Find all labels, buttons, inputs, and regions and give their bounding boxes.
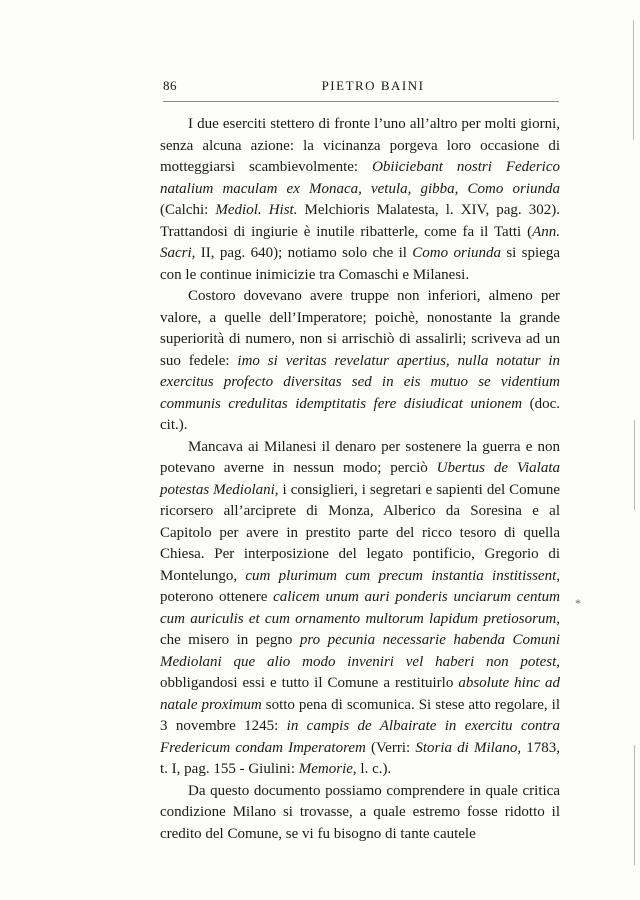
text-run: l. c.).	[356, 761, 392, 777]
text-run: i consiglieri, i segretari e sapienti del Comune ricorsero all’arciprete di Monza, Alberico da Soresina e al Capitolo per avere in prestito parte del ricco tesoro di quella Chiesa. Per interposizione del legato pontificio, Gregorio di Montelungo,	[160, 481, 560, 584]
text-run: II, pag. 640); notiamo solo che il	[195, 245, 413, 261]
text-run: (doc. cit.).	[160, 395, 560, 433]
paragraph	[160, 286, 560, 437]
header-rule	[163, 101, 559, 102]
italic-text: Storia di Milano,	[415, 739, 522, 756]
page-header	[163, 78, 563, 100]
edge-line	[634, 420, 635, 510]
italic-text: imo si veritas revelatur apertius, nulla notatur in exercitus profecto diversitas sed in eis mutuo se videntium communis credulitas idemptitatis fere disiudicat unionem	[160, 352, 560, 412]
italic-text: absolute hinc ad natale proximum	[160, 675, 560, 713]
text-run: Melchioris Malatesta, l. XIV, pag. 302). Trattandosi di ingiurie è inutile ribatterle, come fa il Tatti (	[160, 202, 560, 240]
text-run: Costoro dovevano avere truppe non inferiori, almeno per valore, a quelle dell’Imperatore; poichè, nonostante la grande superiorità di numero, non si arrischiò di assalirli; scriveva ad un suo fedele:	[160, 288, 560, 369]
running-title: PIETRO BAINI	[321, 78, 425, 93]
italic-text: Obiiciebant nostri Federico natalium maculam ex Monaca, vetula, gibba, Como oriunda	[160, 159, 560, 197]
italic-text: Como oriunda	[412, 245, 501, 261]
text-run: che misero in pegno	[160, 632, 300, 648]
margin-mark: *	[575, 596, 581, 610]
paragraph	[160, 114, 560, 286]
italic-text: Ubertus de Vialata potestas Mediolani,	[160, 460, 560, 498]
text-run: 1783, t. I, pag. 155 - Giulini:	[160, 739, 561, 777]
italic-text: in campis de Albairate in exercitu contra Fredericum condam Imperatorem	[160, 718, 560, 756]
paragraph	[160, 781, 560, 846]
body-text	[160, 114, 560, 845]
text-run: (Calchi:	[160, 202, 216, 218]
text-run: sotto pena di scomunica. Si stese atto regolare, il 3 novembre 1245:	[160, 696, 560, 734]
italic-text: Ann. Sacri,	[160, 223, 560, 261]
italic-text: Memorie,	[298, 761, 357, 777]
text-run: obbligandosi essi e tutto il Comune a restituirlo	[160, 675, 459, 691]
text-run: Mancava ai Milanesi il denaro per sostenere la guerra e non potevano averne in nessun modo; perciò	[160, 438, 560, 476]
edge-line	[633, 20, 634, 140]
page-number: 86	[163, 78, 177, 93]
paragraph	[160, 437, 560, 781]
italic-text: cum plurimum cum precum instantia institissent,	[245, 567, 560, 584]
text-run: si spiega con le continue inimicizie tra Comaschi e Milanesi.	[160, 245, 560, 283]
edge-line	[634, 745, 635, 865]
text-run: I due eserciti stettero di fronte l’uno all’altro per molti giorni, senza alcuna azione: la vicinanza porgeva loro occasione di motteggiarsi scambievolmente:	[160, 116, 560, 175]
italic-text: Mediol. Hist.	[215, 202, 298, 218]
italic-text: calicem unum auri ponderis unciarum centum cum auriculis et cum ornamento multorum lapidum pretiosorum,	[160, 589, 560, 627]
text-run: (Verri:	[365, 739, 416, 756]
italic-text: pro pecunia necessarie habenda Comuni Mediolani que alio modo inveniri vel haberi non potest,	[160, 632, 560, 670]
text-run: Da questo documento possiamo comprendere in quale critica condizione Milano si trovasse, a quale estremo fosse ridotto il credito del Comune, se vi fu bisogno di tante cautele	[160, 782, 560, 842]
text-run: poterono ottenere	[160, 589, 274, 605]
